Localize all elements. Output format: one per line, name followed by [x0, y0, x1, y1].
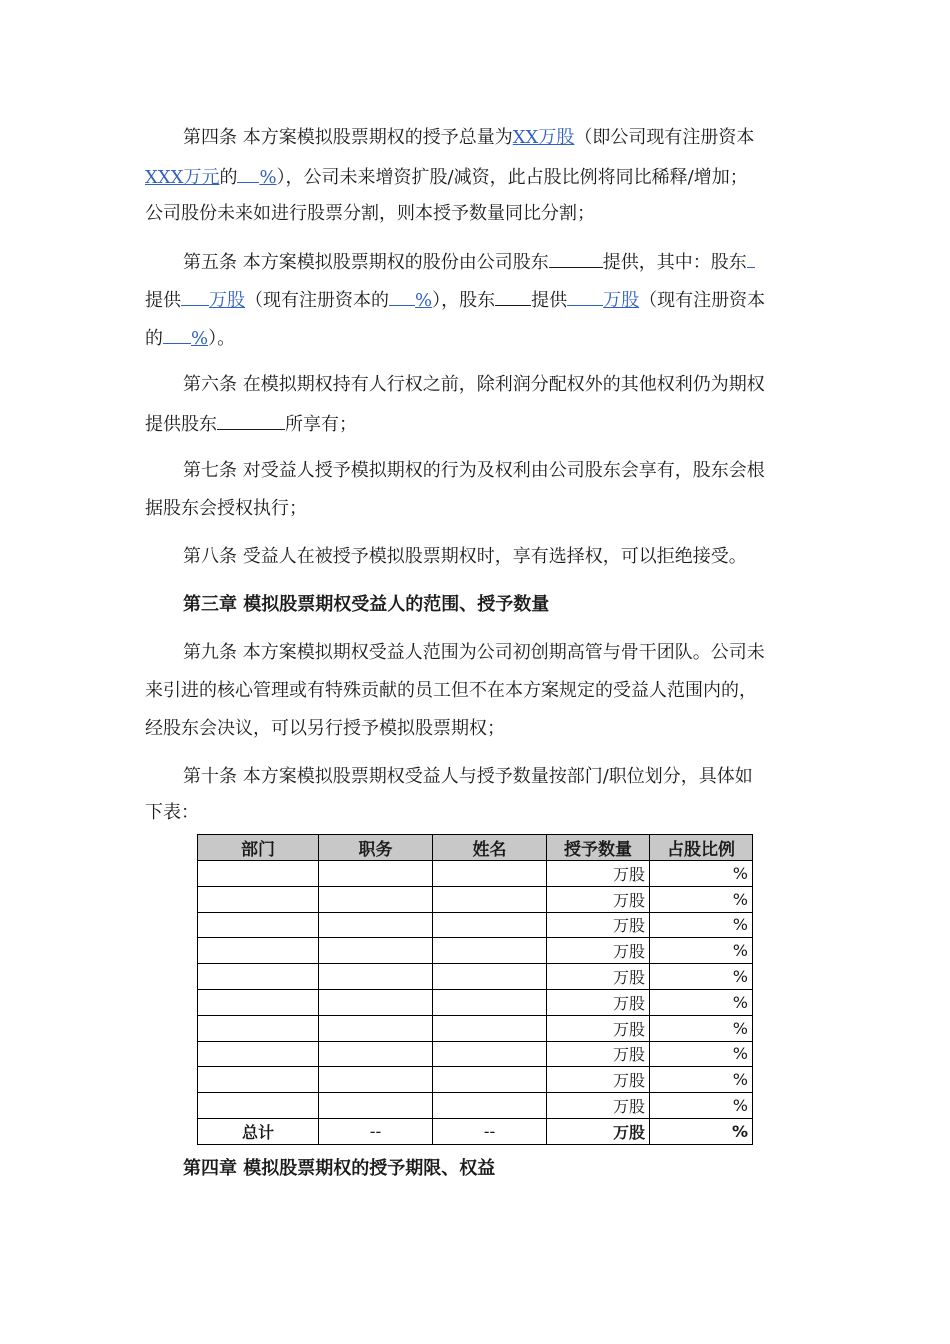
cell-ratio[interactable]: % [650, 989, 753, 1015]
article-4-line-2 [145, 164, 748, 190]
cell-department[interactable] [198, 861, 319, 887]
table-row [198, 861, 753, 887]
total-ratio[interactable]: % [650, 1118, 753, 1144]
text: 提供 [531, 290, 568, 311]
article-9-line-3: 经股东会决议，可以另行授予模拟股票期权； [145, 718, 505, 739]
article-9-line-1: 第九条 本方案模拟期权受益人范围为公司初创期高管与骨干团队。公司未 [183, 642, 765, 663]
cell-quantity[interactable]: 万股 [547, 1041, 650, 1067]
table-total-row [198, 1118, 753, 1144]
article-5-line-3 [145, 325, 235, 351]
cell-name[interactable] [433, 1067, 547, 1093]
link-percent[interactable]: % [259, 167, 277, 188]
cell-name[interactable] [433, 938, 547, 964]
cell-ratio[interactable]: % [650, 861, 753, 887]
cell-name[interactable] [433, 989, 547, 1015]
cell-quantity[interactable]: 万股 [547, 938, 650, 964]
cell-name[interactable] [433, 1041, 547, 1067]
blank-field[interactable] [549, 249, 603, 268]
blank-field[interactable] [217, 411, 285, 430]
cell-position[interactable] [319, 1015, 433, 1041]
link-shares[interactable]: 万股 [209, 290, 245, 311]
cell-ratio[interactable]: % [650, 938, 753, 964]
link-registered-capital[interactable]: XXX万元 [145, 167, 220, 188]
cell-quantity[interactable]: 万股 [547, 912, 650, 938]
article-5-line-1 [183, 249, 755, 275]
article-7-line-1: 第七条 对受益人授予模拟期权的行为及权利由公司股东会享有，股东会根 [183, 460, 765, 481]
cell-name[interactable] [433, 964, 547, 990]
cell-position[interactable] [319, 1041, 433, 1067]
cell-quantity[interactable]: 万股 [547, 1067, 650, 1093]
cell-ratio[interactable]: % [650, 912, 753, 938]
article-4-line-1 [183, 126, 754, 150]
cell-department[interactable] [198, 938, 319, 964]
text: 第四条 本方案模拟股票期权的授予总量为 [183, 127, 513, 148]
link-percent[interactable]: % [191, 328, 209, 349]
table-row [198, 1015, 753, 1041]
table-row [198, 1067, 753, 1093]
text: 第五条 本方案模拟股票期权的股份由公司股东 [183, 252, 549, 273]
text: （现有注册资本 [639, 290, 766, 311]
article-5-line-2 [145, 287, 765, 313]
cell-ratio[interactable]: % [650, 1041, 753, 1067]
cell-position[interactable] [319, 861, 433, 887]
text: ），股东 [432, 290, 496, 311]
text: 提供，其中：股东 [602, 252, 747, 273]
cell-department[interactable] [198, 912, 319, 938]
cell-ratio[interactable]: % [650, 1015, 753, 1041]
blank-field[interactable] [495, 287, 531, 306]
article-7-line-2: 据股东会授权执行； [145, 498, 307, 519]
cell-position[interactable] [319, 964, 433, 990]
blank-field[interactable] [567, 287, 603, 306]
cell-position[interactable] [319, 912, 433, 938]
header-share-ratio: 占股比例 [650, 835, 753, 861]
cell-quantity[interactable]: 万股 [547, 861, 650, 887]
article-8-line-1: 第八条 受益人在被授予模拟股票期权时，享有选择权，可以拒绝接受。 [183, 546, 747, 567]
table-row [198, 938, 753, 964]
blank-field[interactable] [389, 287, 415, 306]
cell-ratio[interactable]: % [650, 1067, 753, 1093]
cell-department[interactable] [198, 964, 319, 990]
article-10-line-1: 第十条 本方案模拟股票期权受益人与授予数量按部门/职位划分，具体如 [183, 766, 753, 787]
text: （现有注册资本的 [245, 290, 389, 311]
link-percent[interactable]: % [415, 290, 433, 311]
cell-position[interactable] [319, 886, 433, 912]
text: 的 [145, 328, 163, 349]
article-6-line-1: 第六条 在模拟期权持有人行权之前，除利润分配权外的其他权利仍为期权 [183, 374, 765, 395]
text: 所享有； [285, 414, 357, 435]
table-row [198, 1093, 753, 1119]
cell-quantity[interactable]: 万股 [547, 1015, 650, 1041]
cell-position[interactable] [319, 938, 433, 964]
cell-name[interactable] [433, 861, 547, 887]
cell-ratio[interactable]: % [650, 1093, 753, 1119]
cell-department[interactable] [198, 1093, 319, 1119]
cell-name[interactable] [433, 1093, 547, 1119]
text: （即公司现有注册资本 [574, 127, 755, 148]
text: ）。 [208, 328, 236, 349]
article-10-line-2: 下表： [145, 802, 199, 823]
cell-position[interactable] [319, 1093, 433, 1119]
table-row [198, 912, 753, 938]
header-department: 部门 [198, 835, 319, 861]
header-position: 职务 [319, 835, 433, 861]
blank-field[interactable] [237, 164, 259, 183]
blank-field[interactable] [181, 287, 209, 306]
cell-quantity[interactable]: 万股 [547, 964, 650, 990]
link-total-shares[interactable]: XX万股 [512, 127, 575, 148]
cell-ratio[interactable]: % [650, 886, 753, 912]
cell-name[interactable] [433, 1015, 547, 1041]
text: 的 [219, 167, 238, 188]
table-row [198, 886, 753, 912]
chapter-4-heading: 第四章 模拟股票期权的授予期限、权益 [183, 1158, 496, 1179]
table-header-row [198, 835, 753, 861]
blank-field[interactable] [163, 325, 191, 344]
table-row [198, 1041, 753, 1067]
cell-department[interactable] [198, 1015, 319, 1041]
link-shares[interactable]: 万股 [603, 290, 640, 311]
article-9-line-2: 来引进的核心管理或有特殊贡献的员工但不在本方案规定的受益人范围内的， [145, 680, 757, 701]
text: 提供股东 [145, 414, 217, 435]
chapter-3-heading: 第三章 模拟股票期权受益人的范围、授予数量 [183, 594, 550, 615]
text: 提供 [145, 290, 181, 311]
table-row [198, 989, 753, 1015]
article-6-line-2 [145, 411, 357, 437]
cell-quantity[interactable]: 万股 [547, 886, 650, 912]
total-label: 总计 [198, 1118, 319, 1144]
total-quantity[interactable]: 万股 [547, 1118, 650, 1144]
cell-position[interactable] [319, 989, 433, 1015]
header-name: 姓名 [433, 835, 547, 861]
cell-name[interactable] [433, 886, 547, 912]
cell-quantity[interactable]: 万股 [547, 989, 650, 1015]
cell-name[interactable] [433, 912, 547, 938]
cell-department[interactable] [198, 1041, 319, 1067]
cell-department[interactable] [198, 1067, 319, 1093]
grant-table [197, 834, 753, 1145]
cell-department[interactable] [198, 886, 319, 912]
total-name: -- [433, 1118, 547, 1144]
cell-position[interactable] [319, 1067, 433, 1093]
blank-field[interactable] [747, 249, 755, 268]
header-grant-quantity: 授予数量 [547, 835, 650, 861]
cell-department[interactable] [198, 989, 319, 1015]
total-position: -- [319, 1118, 433, 1144]
table-row [198, 964, 753, 990]
article-4-line-3: 公司股份未来如进行股票分割，则本授予数量同比分割； [145, 203, 595, 224]
cell-ratio[interactable]: % [650, 964, 753, 990]
text: ），公司未来增资扩股/减资，此占股比例将同比稀释/增加； [276, 167, 748, 188]
cell-quantity[interactable]: 万股 [547, 1093, 650, 1119]
